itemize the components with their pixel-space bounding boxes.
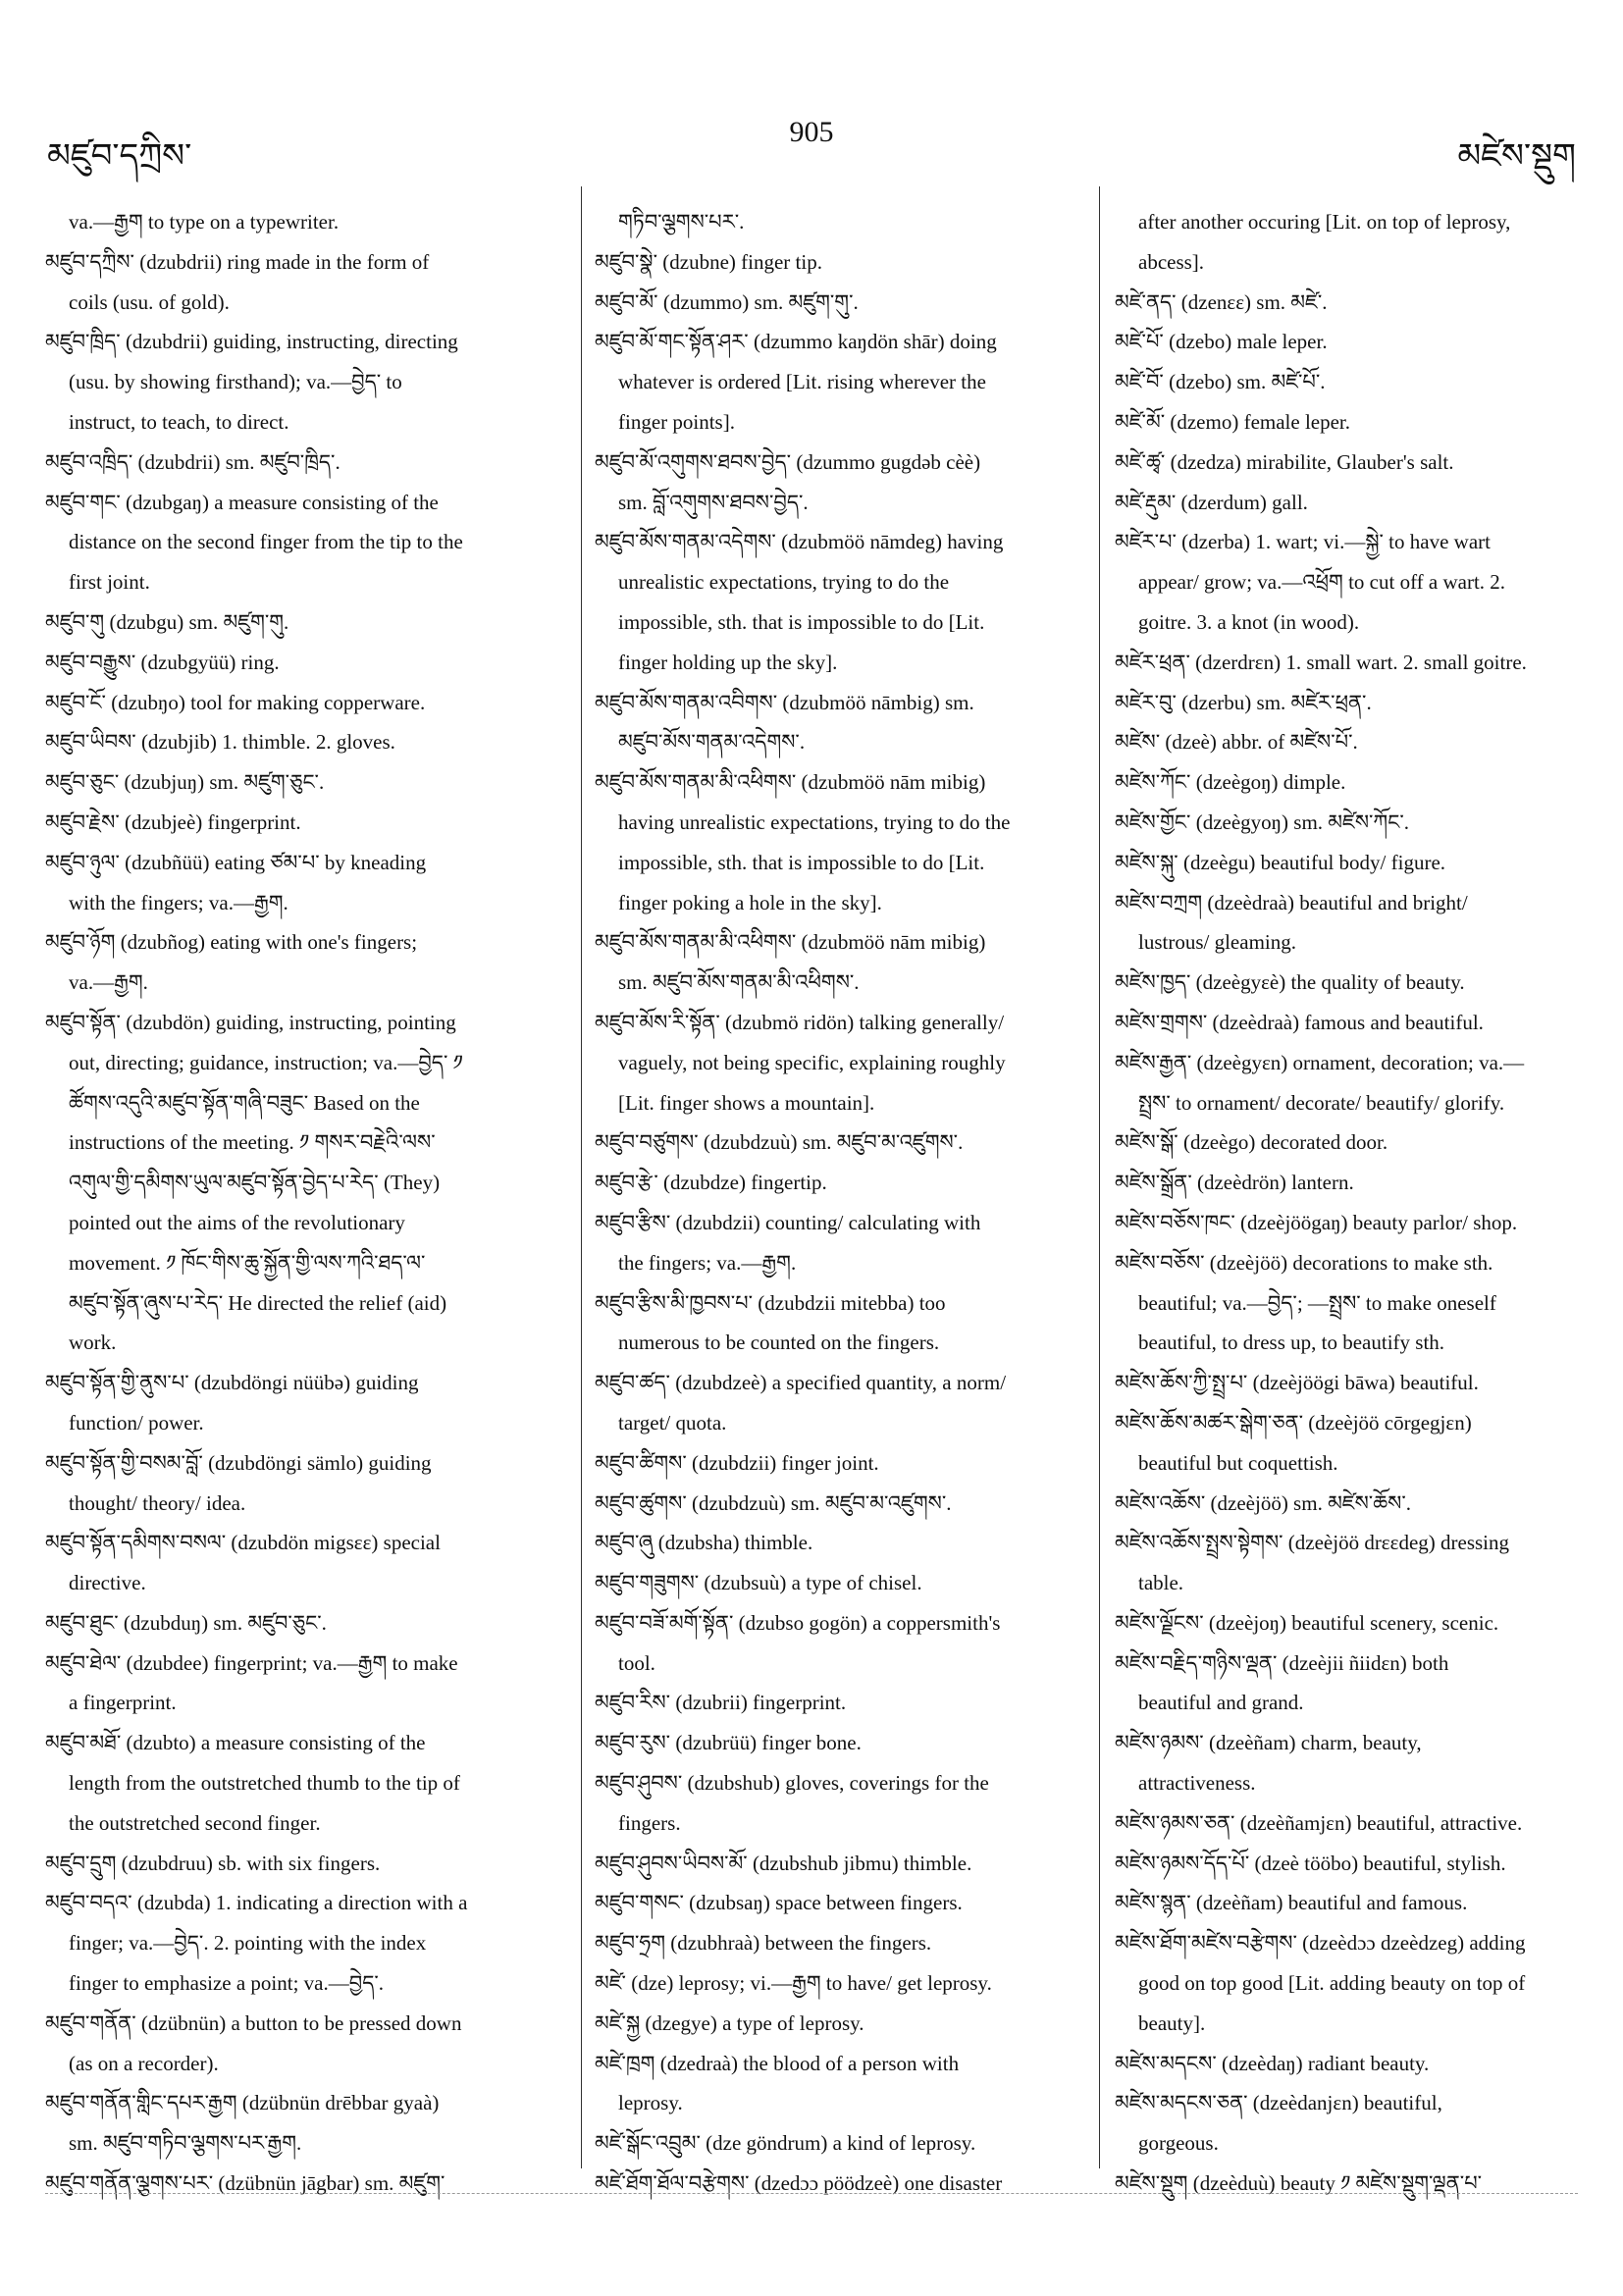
entry-headword-line: མཛུབ་ཅུང་ (dzubjuŋ) sm. མཛུག་ཅུང་. (45, 770, 325, 795)
entry-headword-line: མཛུབ་གནོན་ལྕགས་པར་ (dzübnün jāgbar) sm. མཛུག་ (45, 2171, 445, 2196)
footer-rule (45, 2193, 1578, 2194)
entry-headword-line: མཛེས་ (dzeè) abbr. of མཛེས་པོ་. (1115, 730, 1358, 755)
entry-continuation-line: beautiful and grand. (1138, 1691, 1304, 1715)
entry-continuation-line: འགུལ་གྱི་དམིགས་ཡུལ་མཛུབ་སྟོན་བྱེད་པ་རེད་ (They) (69, 1171, 441, 1195)
entry-headword-line: མཛུབ་མོས་གནམ་མི་འཕིགས་ (dzubmöö nām mibig) (595, 770, 986, 795)
entry-headword-line: མཛེས་གྲགས་ (dzeèdraà) famous and beautiful. (1115, 1010, 1484, 1034)
entry-headword-line: མཛུབ་བདའ་ (dzubda) 1. indicating a direction with a (45, 1891, 468, 1915)
entry-continuation-line: finger holding up the sky]. (618, 650, 838, 674)
entry-headword-line: མཛུབ་སྟོན་དམིགས་བསལ་ (dzubdön migsɛɛ) special (45, 1531, 441, 1555)
entry-headword-line: མཛུབ་ཞུ (dzubsha) thimble. (595, 1531, 813, 1555)
entry-headword-line: མཛེ་སྒོང་འབྲུམ་ (dze göndrum) a kind of leprosy. (595, 2131, 976, 2156)
entry-headword-line: མཛུབ་ཐེལ་ (dzubdee) fingerprint; va.—རྒྱག to make (45, 1650, 458, 1675)
entry-headword-line: མཛུབ་ཡིབས་ (dzubjib) 1. thimble. 2. gloves. (45, 730, 395, 755)
entry-headword-line: མཛུབ་གནོན་གླིང་དཔར་རྒྱག (dzübnün drēbbar gyaà) (45, 2091, 440, 2115)
entry-continuation-line: attractiveness. (1138, 1771, 1256, 1796)
entry-headword-line: མཛུབ་བརྒྱུས་ (dzubgyüü) ring. (45, 650, 280, 674)
entry-continuation-line: instructions of the meeting. ༡ གསར་བརྗེའི་ལས་ (69, 1130, 436, 1155)
entry-headword-line: མཛུབ་མོས་རི་སྟོན་ (dzubmö ridön) talking generally/ (595, 1010, 1005, 1034)
entry-headword-line: མཛེས་ཉམས་ (dzeèñam) charm, beauty, (1115, 1731, 1422, 1755)
entry-headword-line: མཛེས་ཁྱད་ (dzeègyɛè) the quality of beauty. (1115, 970, 1465, 995)
entry-continuation-line: (as on a recorder). (69, 2051, 219, 2075)
entry-continuation-line: goitre. 3. a knot (in wood). (1138, 609, 1360, 634)
entry-headword-line: མཛུབ་རྩེ་ (dzubdze) fingertip. (595, 1171, 827, 1195)
entry-continuation-line: fingers. (618, 1810, 681, 1835)
entry-headword-line: མཛེ་མོ་ (dzemo) female leper. (1115, 409, 1351, 434)
entry-continuation-line: beautiful; va.—བྱེད་; —སྤྲས་ to make oneself (1138, 1290, 1496, 1315)
entry-continuation-line: good on top good [Lit. adding beauty on top of (1138, 1971, 1526, 1996)
entry-continuation-line: sm. མཛུབ་གཏིབ་ལྕགས་པར་རྒྱག. (69, 2131, 302, 2156)
entry-continuation-line: unrealistic expectations, trying to do the (618, 570, 950, 595)
entry-headword-line: མཛུབ་འཁྲིད་ (dzubdrii) sm. མཛུབ་ཁྲིད་. (45, 449, 340, 474)
entry-headword-line: མཛུབ་དྲུག (dzubdruu) sb. with six fingers. (45, 1851, 381, 1875)
entry-headword-line: མཛེ་པོ་ (dzebo) male leper. (1115, 330, 1328, 354)
dictionary-column-3 (1115, 202, 1599, 2204)
entry-headword-line: མཛེས་སྒྲོན་ (dzeèdrön) lantern. (1115, 1171, 1354, 1195)
entry-continuation-line: abcess]. (1138, 249, 1205, 274)
entry-headword-line: མཛུབ་ཚུགས་ (dzubdzuù) sm. མཛུབ་མ་འཛུགས་. (595, 1490, 952, 1515)
entry-continuation-line: after another occuring [Lit. on top of leprosy, (1138, 210, 1511, 234)
entry-headword-line: མཛུབ་ངོ་ (dzubŋo) tool for making copperware. (45, 690, 426, 714)
entry-headword-line: མཛེས་བཀྲག (dzeèdraà) beautiful and bright/ (1115, 890, 1468, 914)
entry-continuation-line: first joint. (69, 570, 150, 595)
entry-headword-line: མཛུབ་ཁྲིད་ (dzubdrii) guiding, instructing, directing (45, 330, 458, 354)
entry-headword-line: མཛེས་སྙན་ (dzeèñam) beautiful and famous. (1115, 1891, 1468, 1915)
dictionary-column-1 (45, 202, 560, 2204)
entry-headword-line: མཛེས་ཆོས་ཀྱི་སྤྲ་པ་ (dzeèjöögi bāwa) beautiful. (1115, 1371, 1479, 1395)
entry-continuation-line: finger; va.—བྱེད་. 2. pointing with the index (69, 1931, 427, 1956)
entry-headword-line: མཛུབ་ཉུལ་ (dzubñüü) eating ཙམ་པ་ by kneading (45, 850, 427, 874)
entry-headword-line: མཛུབ་ཤུབས་ཡིབས་མོ་ (dzubshub jibmu) thimble. (595, 1851, 972, 1875)
entry-headword-line: མཛུབ་རྩིས་མི་ཁྱབས་པ་ (dzubdzii mitebba) too (595, 1290, 946, 1315)
entry-continuation-line: thought/ theory/ idea. (69, 1490, 246, 1515)
entry-continuation-line: sm. མཛུབ་མོས་གནམ་མི་འཕིགས་. (618, 970, 860, 995)
entry-continuation-line: target/ quota. (618, 1410, 727, 1435)
entry-continuation-line: tool. (618, 1650, 655, 1675)
entry-continuation-line: out, directing; guidance, instruction; va.—བྱེད་ ༡ (69, 1050, 463, 1074)
entry-headword-line: མཛུབ་ཉོག (dzubñog) eating with one's fingers; (45, 930, 418, 955)
dictionary-column-2 (595, 202, 1085, 2204)
entry-continuation-line: table. (1138, 1571, 1184, 1595)
entry-headword-line: མཛེ་སྐྱ (dzegye) a type of leprosy. (595, 2010, 864, 2035)
entry-headword-line: མཛེས་ཉམས་དོད་པོ་ (dzeè tööbo) beautiful, stylish. (1115, 1851, 1506, 1875)
entry-headword-line: མཛེས་འཆོས་སྤྲས་སྟེགས་ (dzeèjöö drɛɛdeg) dressing (1115, 1531, 1510, 1555)
column-divider (1099, 186, 1100, 2168)
entry-headword-line: མཛུབ་སྟོན་གྱི་ནུས་པ་ (dzubdöngi nüübə) guiding (45, 1371, 419, 1395)
entry-headword-line: མཛེ་ནད་ (dzenɛɛ) sm. མཛེ་. (1115, 289, 1328, 314)
entry-headword-line: མཛེ་ཐོག་ཐོལ་བརྩེགས་ (dzedɔɔ pöödzeè) one disaster (595, 2171, 1003, 2196)
entry-continuation-line: ཚོགས་འདུའི་མཛུབ་སྟོན་གཞི་བཟུང་ Based on the (69, 1090, 420, 1115)
entry-headword-line: མཛུབ་དཀྲིས་ (dzubdrii) ring made in the form of (45, 249, 430, 274)
entry-continuation-line: gorgeous. (1138, 2131, 1219, 2156)
entry-headword-line: མཛུབ་ཤུབས་ (dzubshub) gloves, coverings for the (595, 1771, 989, 1796)
entry-continuation-line: appear/ grow; va.—འཕྲོག to cut off a wart. 2. (1138, 570, 1506, 595)
entry-headword-line: མཛེས་བཅོས་ (dzeèjöö) decorations to make sth. (1115, 1250, 1493, 1275)
entry-continuation-line: numerous to be counted on the fingers. (618, 1331, 940, 1355)
entry-headword-line: མཛུབ་ཚད་ (dzubdzeè) a specified quantity, a norm/ (595, 1371, 1007, 1395)
entry-headword-line: མཛུབ་སྟོན་ (dzubdön) guiding, instructing, pointing (45, 1010, 456, 1034)
entry-headword-line: མཛུབ་མོས་གནམ་མི་འཕིགས་ (dzubmöö nām mibig) (595, 930, 986, 955)
entry-continuation-line: གཏིབ་ལྕགས་པར་. (618, 210, 745, 234)
entry-continuation-line: beautiful, to dress up, to beautify sth. (1138, 1331, 1445, 1355)
entry-headword-line: མཛེས་ཉམས་ཅན་ (dzeèñamjɛn) beautiful, attractive. (1115, 1810, 1523, 1835)
entry-headword-line: མཛུབ་རྩིས་ (dzubdzii) counting/ calculating with (595, 1210, 981, 1234)
entry-continuation-line: སྤྲས་ to ornament/ decorate/ beautify/ glorify. (1138, 1090, 1505, 1115)
entry-continuation-line: མཛུབ་སྟོན་ཞུས་པ་རེད་ He directed the relief (aid) (69, 1290, 447, 1315)
entry-headword-line: མཛེས་སྐུ་ (dzeègu) beautiful body/ figure. (1115, 850, 1446, 874)
entry-headword-line: མཛུབ་མོ་འགུགས་ཐབས་བྱེད་ (dzummo gugdəb cèè) (595, 449, 981, 474)
guide-word-left: མཛུབ་དཀྲིས་ (47, 138, 192, 175)
entry-headword-line: མཛེས་ཆོས་མཚར་སྒེག་ཅན་ (dzeèjöö cōrgegjɛn) (1115, 1410, 1472, 1435)
entry-headword-line: མཛུབ་མོ་གང་སྟོན་ཤར་ (dzummo kaŋdön shār) doing (595, 330, 997, 354)
entry-continuation-line: whatever is ordered [Lit. rising wherever the (618, 370, 986, 394)
entry-headword-line: མཛེས་སྡུག (dzeèduù) beauty ༡ མཛེས་སྡུག་ལྡན་པ་ (1115, 2171, 1483, 2196)
entry-continuation-line: distance on the second finger from the tip to the (69, 530, 463, 554)
entry-headword-line: མཛུབ་ཧྲག (dzubhraà) between the fingers. (595, 1931, 932, 1956)
entry-headword-line: མཛེར་ཕྲན་ (dzerdrɛn) 1. small wart. 2. small goitre. (1115, 650, 1527, 674)
entry-headword-line: མཛེར་པ་ (dzerba) 1. wart; vi.—སྐྱེ་ to have wart (1115, 530, 1491, 554)
entry-headword-line: མཛེས་བཅོས་ཁང་ (dzeèjöögaŋ) beauty parlor/ shop. (1115, 1210, 1518, 1234)
entry-continuation-line: vaguely, not being specific, explaining roughly (618, 1050, 1006, 1074)
entry-continuation-line: length from the outstretched thumb to the tip of (69, 1771, 460, 1796)
entry-continuation-line: instruct, to teach, to direct. (69, 409, 289, 434)
entry-headword-line: མཛེས་ཐོག་མཛེས་བརྩེགས་ (dzeèdɔɔ dzeèdzeg) adding (1115, 1931, 1526, 1956)
entry-headword-line: མཛུབ་རུས་ (dzubrüü) finger bone. (595, 1731, 862, 1755)
entry-headword-line: མཛུབ་རིས་ (dzubrii) fingerprint. (595, 1691, 847, 1715)
entry-headword-line: མཛུབ་མོས་གནམ་འདེགས་ (dzubmöö nāmdeg) having (595, 530, 1004, 554)
entry-headword-line: མཛུབ་གསང་ (dzubsaŋ) space between fingers. (595, 1891, 963, 1915)
entry-headword-line: མཛུབ་གཟུགས་ (dzubsuù) a type of chisel. (595, 1571, 922, 1595)
entry-headword-line: མཛེ་བོ་ (dzebo) sm. མཛེ་པོ་. (1115, 370, 1326, 394)
entry-headword-line: མཛུབ་སྟོན་གྱི་བསམ་བློ་ (dzubdöngi sämlo) guiding (45, 1450, 432, 1475)
entry-continuation-line: [Lit. finger shows a mountain]. (618, 1090, 875, 1115)
entry-headword-line: མཛུབ་གང་ (dzubgaŋ) a measure consisting of the (45, 490, 439, 514)
entry-headword-line: མཛེས་འཆོས་ (dzeèjöö) sm. མཛེས་ཆོས་. (1115, 1490, 1411, 1515)
entry-continuation-line: lustrous/ gleaming. (1138, 930, 1296, 955)
entry-continuation-line: a fingerprint. (69, 1691, 177, 1715)
entry-headword-line: མཛེས་བརྗིད་གཉིས་ལྡན་ (dzeèjii ñiidɛn) both (1115, 1650, 1449, 1675)
entry-headword-line: མཛུབ་ཐུང་ (dzubduŋ) sm. མཛུབ་ཅུང་. (45, 1610, 327, 1635)
entry-continuation-line: leprosy. (618, 2091, 683, 2115)
entry-continuation-line: sm. བློ་འགུགས་ཐབས་བྱེད་. (618, 490, 809, 514)
entry-continuation-line: finger poking a hole in the sky]. (618, 890, 882, 914)
entry-continuation-line: beautiful but coquettish. (1138, 1450, 1338, 1475)
entry-headword-line: མཛུབ་མོ་ (dzummo) sm. མཛུག་གུ་. (595, 289, 859, 314)
entry-continuation-line: function/ power. (69, 1410, 204, 1435)
column-divider (581, 186, 582, 2168)
entry-headword-line: མཛུབ་ཚིགས་ (dzubdzii) finger joint. (595, 1450, 879, 1475)
entry-headword-line: མཛེ་ཁྲག (dzedraà) the blood of a person with (595, 2051, 960, 2075)
entry-headword-line: མཛེས་ཀོང་ (dzeègoŋ) dimple. (1115, 770, 1346, 795)
entry-headword-line: མཛེར་བུ་ (dzerbu) sm. མཛེར་ཕྲན་. (1115, 690, 1372, 714)
entry-headword-line: མཛུབ་གུ (dzubgu) sm. མཛུག་གུ. (45, 609, 289, 634)
entry-headword-line: མཛུབ་བཙུགས་ (dzubdzuù) sm. མཛུབ་མ་འཛུགས་. (595, 1130, 964, 1155)
entry-headword-line: མཛེ་རྡུམ་ (dzerdum) gall. (1115, 490, 1308, 514)
entry-continuation-line: finger to emphasize a point; va.—བྱེད་. (69, 1971, 385, 1996)
entry-headword-line: མཛུབ་རྗེས་ (dzubjeè) fingerprint. (45, 809, 301, 834)
entry-headword-line: མཛེས་གྱོང་ (dzeègyoŋ) sm. མཛེས་ཀོང་. (1115, 809, 1409, 834)
entry-headword-line: མཛེ་ཚྭ་ (dzedza) mirabilite, Glauber's salt. (1115, 449, 1454, 474)
entry-continuation-line: directive. (69, 1571, 146, 1595)
entry-headword-line: མཛེས་ལྗོངས་ (dzeèjoŋ) beautiful scenery, scenic. (1115, 1610, 1499, 1635)
entry-headword-line: མཛུབ་མཐོ་ (dzubto) a measure consisting of the (45, 1731, 426, 1755)
entry-continuation-line: beauty]. (1138, 2010, 1206, 2035)
entry-headword-line: མཛེས་མདངས་ (dzeèdaŋ) radiant beauty. (1115, 2051, 1430, 2075)
entry-headword-line: མཛུབ་གནོན་ (dzübnün) a button to be pressed down (45, 2010, 462, 2035)
entry-continuation-line: impossible, sth. that is impossible to do [Lit. (618, 850, 985, 874)
entry-headword-line: མཛེས་སྒོ་ (dzeègo) decorated door. (1115, 1130, 1388, 1155)
entry-continuation-line: མཛུབ་མོས་གནམ་འདེགས་. (618, 730, 806, 755)
entry-continuation-line: having unrealistic expectations, trying to do the (618, 809, 1011, 834)
entry-continuation-line: va.—རྒྱག to type on a typewriter. (69, 210, 340, 234)
entry-headword-line: མཛུབ་མོས་གནམ་འབིགས་ (dzubmöö nāmbig) sm. (595, 690, 974, 714)
entry-continuation-line: coils (usu. of gold). (69, 289, 230, 314)
entry-continuation-line: va.—རྒྱག. (69, 970, 148, 995)
entry-headword-line: མཛུབ་བཟོ་མགོ་སྟོན་ (dzubso gogön) a coppersmith's (595, 1610, 1001, 1635)
entry-headword-line: མཛུབ་སྣེ་ (dzubne) finger tip. (595, 249, 822, 274)
entry-headword-line: མཛེས་རྒྱན་ (dzeègyɛn) ornament, decoration; va.— (1115, 1050, 1525, 1074)
entry-continuation-line: with the fingers; va.—རྒྱག. (69, 890, 288, 914)
entry-continuation-line: finger points]. (618, 409, 735, 434)
entry-headword-line: མཛེ་ (dze) leprosy; vi.—རྒྱག to have/ get leprosy. (595, 1971, 992, 1996)
page-number: 905 (789, 116, 834, 148)
entry-headword-line: མཛེས་མདངས་ཅན་ (dzeèdanjɛn) beautiful, (1115, 2091, 1442, 2115)
entry-continuation-line: pointed out the aims of the revolutionary (69, 1210, 405, 1234)
entry-continuation-line: the outstretched second finger. (69, 1810, 321, 1835)
entry-continuation-line: impossible, sth. that is impossible to do [Lit. (618, 609, 985, 634)
entry-continuation-line: movement. ༡ ཁོང་གིས་ཆུ་སྐྱོན་གྱི་ལས་ཀའི་ཐད་ལ་ (69, 1250, 426, 1275)
entry-continuation-line: (usu. by showing firsthand); va.—བྱེད་ to (69, 370, 402, 394)
guide-word-right: མཛེས་སྡུག (1457, 138, 1576, 175)
entry-continuation-line: work. (69, 1331, 117, 1355)
entry-continuation-line: the fingers; va.—རྒྱག. (618, 1250, 797, 1275)
